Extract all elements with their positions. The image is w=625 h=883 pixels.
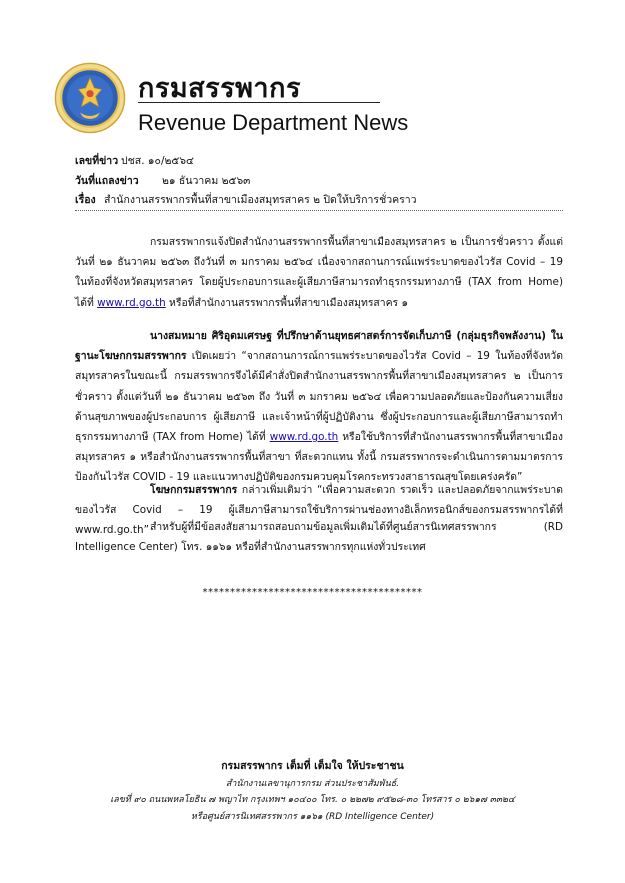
news-subject-value: สำนักงานสรรพากรพื้นที่สาขาเมืองสมุทรสาคร ๒ ปิดให้บริการชั่วคราว xyxy=(104,194,417,206)
paragraph-announcement xyxy=(75,232,563,313)
p2-text-a: เปิดเผยว่า “จากสถานการณ์การแพร่ระบาดของไวรัส Covid – 19 ในท้องที่จังหวัดสมุทรสาครในขณะนี้ กรมสรรพากรจึงได้มีคำสั่งปิดสำนักงานสรรพากรพื้นที่สาขาเมืองสมุทรสาคร ๒ เป็นการชั่วคราว ตั้งแต่วันที่ ๒๑ ธันวาคม ๒๕๖๓ ถึง วันที่ ๓ มกราคม ๒๕๖๔ เพื่อความปลอดภัยและป้องกันความเสี่ยงด้านสุขภาพของผู้ประกอบการ ผู้เสียภาษี และเจ้าหน้าที่ผู้ปฏิบัติงาน ซึ่งผู้ประกอบการและผู้เสียภาษีสามารถทำธุรกรรมทางภาษี (TAX from Home) ได้ที่ xyxy=(75,350,563,444)
org-name: กรมสรรพากร xyxy=(138,73,301,104)
p2-speaker: นางสมหมาย ศิริอุดมเศรษฐ ที่ปรึกษาด้านยุทธศาสตร์การจัดเก็บภาษี (กลุ่มธุรกิจพลังงาน) ในฐานะโฆษกกรมสรรพากร xyxy=(75,330,563,363)
paragraph-contact xyxy=(75,517,563,557)
p1-text-b: หรือที่สำนักงานสรรพากรพื้นที่สาขาเมืองสมุทรสาคร ๑ xyxy=(165,296,409,309)
p3-speaker: โฆษกกรมสรรพากร xyxy=(150,484,238,496)
news-number-label: เลขที่ข่าว xyxy=(75,155,119,167)
footer-slogan: กรมสรรพากร เต็มที่ เต็มใจ ให้ประชาชน xyxy=(221,760,404,772)
news-date-label: วันที่แถลงข่าว xyxy=(75,175,139,187)
dotted-separator xyxy=(75,210,563,211)
paragraph-spokesperson xyxy=(75,326,563,488)
title-rule xyxy=(138,102,380,103)
p1-text-a: กรมสรรพากรแจ้งปิดสำนักงานสรรพากรพื้นที่สาขาเมืองสมุทรสาคร ๒ เป็นการชั่วคราว ตั้งแต่วันที่ ๒๑ ธันวาคม ๒๕๖๓ ถึงวันที่ ๓ มกราคม ๒๕๖๔ เนื่องจากสถานการณ์แพร่ระบาดของไวรัส Covid – 19 ในท้องที่จังหวัดสมุทรสาคร โดยผู้ประกอบการและผู้เสียภาษีสามารถทำธุรกรรมทางภาษี (TAX from Home) ได้ที่ xyxy=(75,236,563,309)
news-subject-row xyxy=(75,191,417,208)
news-subject-label: เรื่อง xyxy=(75,194,96,206)
news-date-row xyxy=(75,172,251,189)
p3-text: กล่าวเพิ่มเติมว่า “เพื่อความสะดวก รวดเร็ว และปลอดภัยจากแพร่ระบาดของไวรัส Covid – 19 ผู้เสียภาษีสามารถใช้บริการผ่านช่องทางอิเล็กทรอนิกส์ของกรมสรรพากรได้ที่ www.rd.go.th” xyxy=(75,484,563,537)
rd-website-link-2[interactable]: www.rd.go.th xyxy=(269,431,339,444)
news-number-row xyxy=(75,152,194,169)
p2-text-b: หรือใช้บริการที่สำนักงานสรรพากรพื้นที่สาขาเมืองสมุทรสาคร ๑ หรือสำนักงานสรรพากรพื้นที่สาขา ที่สะดวกแทน ทั้งนี้ กรมสรรพากรจะดำเนินการตามมาตรการป้องกันไวรัส COVID - 19 และแนวทางปฏิบัติของกรมควบคุมโรคกระทรวงสาธารณสุขโดยเคร่งครัด” xyxy=(75,431,564,484)
star-separator: **************************************** xyxy=(202,587,423,598)
footer-center: หรือศูนย์สารนิเทศสรรพากร ๑๑๖๑ (RD Intelligence Center) xyxy=(190,812,435,822)
news-date-value: ๒๑ ธันวาคม ๒๕๖๓ xyxy=(162,175,251,187)
revenue-department-seal xyxy=(54,62,126,134)
news-title: Revenue Department News xyxy=(138,110,409,135)
footer-address: เลขที่ ๙๐ ถนนพหลโยธิน ๗ พญาไท กรุงเทพฯ ๑๐๔๐๐ โทร. ๐ ๒๒๗๒ ๙๕๒๘-๓๐ โทรสาร ๐ ๒๖๑๗ ๓๓๒๔ xyxy=(110,795,515,805)
rd-website-link-1[interactable]: www.rd.go.th xyxy=(97,296,166,309)
p4-text: สำหรับผู้ที่มีข้อสงสัยสามารถสอบถามข้อมูลเพิ่มเติมได้ที่ศูนย์สารนิเทศสรรพากร (RD Intelligence Center) โทร. ๑๑๖๑ หรือที่สำนักงานสรรพากรทุกแห่งทั่วประเทศ xyxy=(75,521,563,554)
news-number-value: ปชส. ๑๐/๒๕๖๔ xyxy=(121,155,194,167)
footer-unit: สำนักงานเลขานุการกรม ส่วนประชาสัมพันธ์. xyxy=(225,779,400,789)
